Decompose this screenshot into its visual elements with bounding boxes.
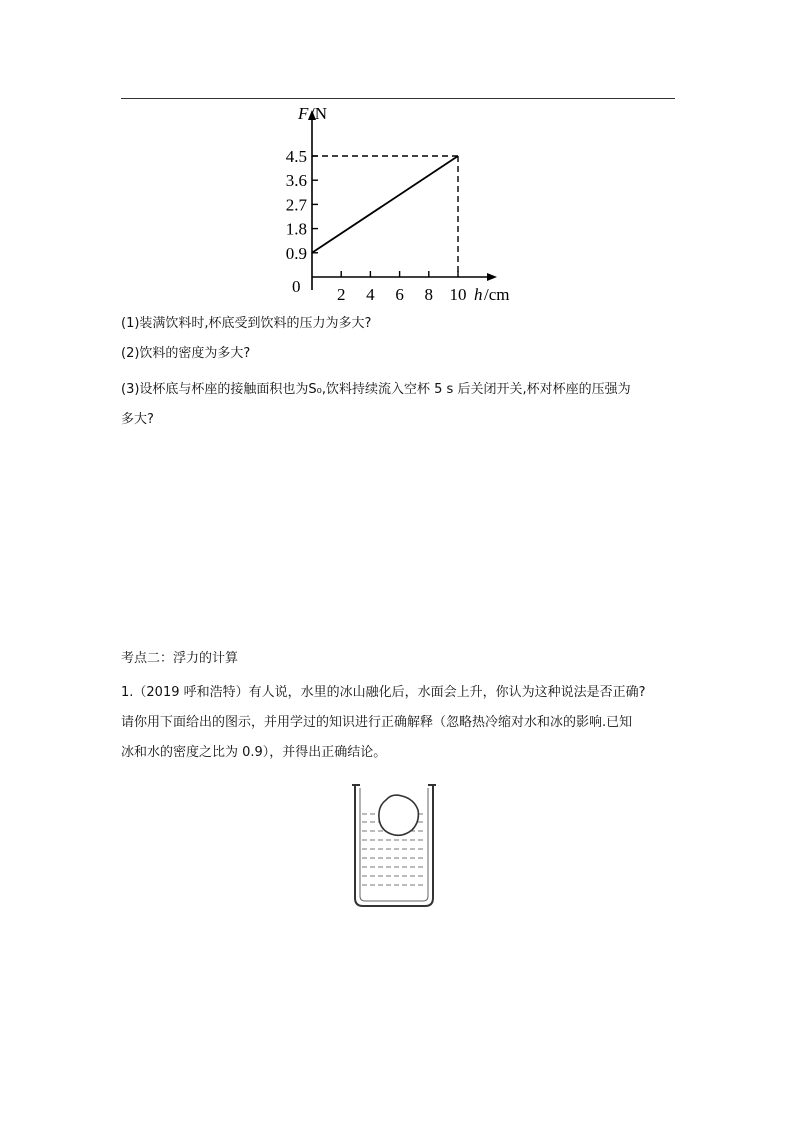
force-depth-chart bbox=[0, 0, 794, 320]
x-axis-label bbox=[474, 285, 510, 304]
ice-block bbox=[379, 795, 419, 835]
y-tick-label: 0.9 bbox=[285, 243, 307, 263]
water-lines bbox=[362, 814, 426, 885]
y-tick-label: 4.5 bbox=[285, 147, 307, 166]
x-tick-label: 8 bbox=[424, 285, 434, 304]
beaker-outer-wall bbox=[355, 785, 433, 906]
question-3-line1: (3)设杯底与杯座的接触面积也为S₀,饮料持续流入空杯 5 s 后关闭开关,杯对杯座的压强为 bbox=[121, 382, 631, 397]
y-axis-label-main: F bbox=[298, 104, 309, 123]
x-tick-label: 6 bbox=[395, 285, 404, 304]
beaker bbox=[352, 785, 436, 906]
x-axis-arrow bbox=[487, 273, 497, 281]
y-tick-label: 1.8 bbox=[285, 219, 307, 239]
x-axis-label-unit: /cm bbox=[484, 285, 510, 304]
y-axis-label-unit: /N bbox=[310, 104, 327, 123]
question-2: (2)饮料的密度为多大? bbox=[121, 346, 251, 361]
y-tick-label: 2.7 bbox=[285, 195, 307, 215]
x-tick-label: 4 bbox=[366, 285, 375, 304]
problem-text bbox=[121, 678, 681, 768]
beaker-inner-wall bbox=[360, 788, 428, 901]
question-3-line2: 多大? bbox=[121, 412, 154, 427]
x-tick-label: 2 bbox=[336, 285, 346, 304]
problem-line-1: 1.（2019 呼和浩特）有人说，水里的冰山融化后，水面会上升，你认为这种说法是否正确? bbox=[121, 685, 646, 700]
question-1: (1)装满饮料时,杯底受到饮料的压力为多大? bbox=[121, 316, 372, 331]
series-line bbox=[312, 156, 458, 253]
y-tick-label: 3.6 bbox=[285, 171, 307, 191]
y-axis-label bbox=[297, 104, 327, 123]
section-title: 考点二：浮力的计算 bbox=[121, 651, 239, 666]
problem-line-2: 请你用下面给出的图示，并用学过的知识进行正确解释（忽略热冷缩对水和冰的影响.已知 bbox=[121, 715, 633, 730]
problem-line-3: 冰和水的密度之比为 0.9），并得出正确结论。 bbox=[121, 745, 387, 760]
x-axis-label-main: h bbox=[474, 285, 483, 304]
x-tick-label: 10 bbox=[449, 285, 467, 304]
origin-label: 0 bbox=[292, 277, 301, 296]
